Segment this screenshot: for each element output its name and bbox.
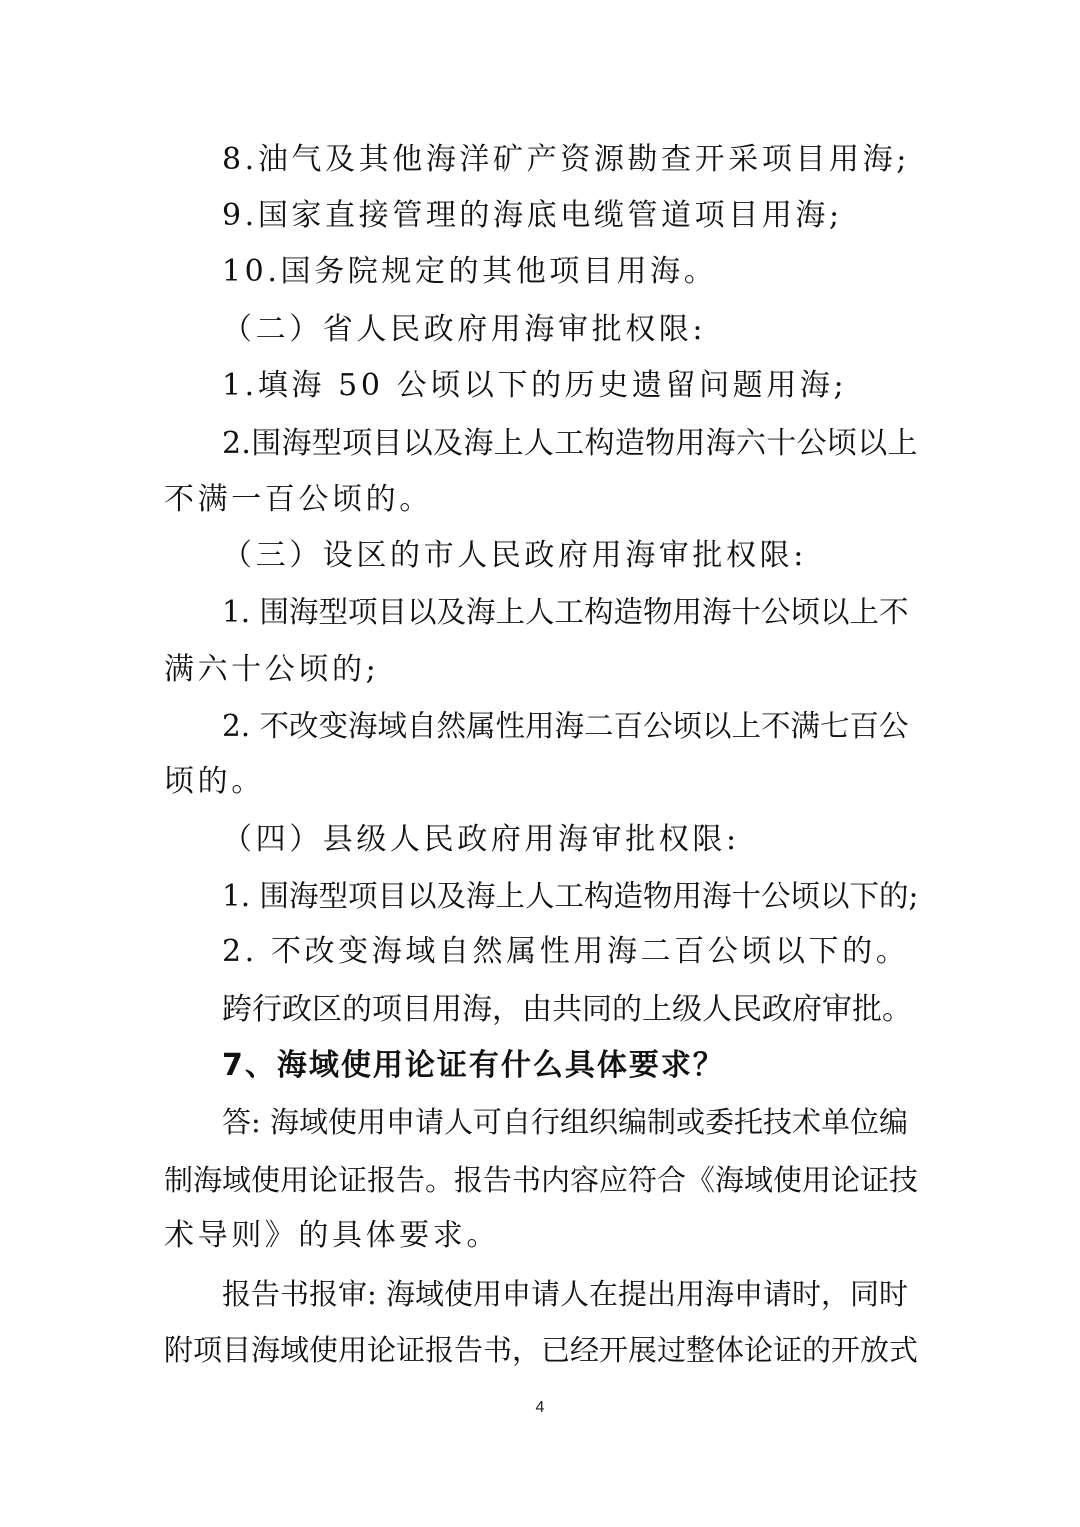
paragraph-line: 不满一百公顷的。 [164,482,433,517]
paragraph-line: 报告书报审: 海域使用申请人在提出用海申请时，同时 [222,1277,908,1311]
paragraph-line: 跨行政区的项目用海，由共同的上级人民政府审批。 [222,992,912,1027]
paragraph-line: 附项目海域使用论证报告书，已经开展过整体论证的开放式 [164,1333,919,1367]
paragraph-line: 制海域使用论证报告。报告书内容应符合《海域使用论证技 [164,1163,919,1197]
paragraph-line: 满六十公顷的; [164,652,380,687]
section-heading: （四）县级人民政府用海审批权限: [222,822,740,857]
question-heading: 7、海域使用论证有什么具体要求？ [222,1048,725,1083]
paragraph-line: 答: 海域使用申请人可自行组织编制或委托技术单位编 [222,1105,908,1139]
paragraph-line: 1.填海 50 公顷以下的历史遗留问题用海; [222,368,848,403]
paragraph-line: 顷的。 [164,764,265,799]
paragraph-line: 8.油气及其他海洋矿产资源勘查开采项目用海; [222,142,910,177]
paragraph-line: 1. 围海型项目以及海上人工构造物用海十公顷以下的; [222,879,919,913]
paragraph-line: 2.围海型项目以及海上人工构造物用海六十公顷以上 [222,426,918,461]
paragraph-line: 术导则》的具体要求。 [164,1218,500,1253]
paragraph-line: 9.国家直接管理的海底电缆管道项目用海; [222,198,843,233]
page-number: 4 [535,1399,545,1416]
paragraph-line: 1. 围海型项目以及海上人工构造物用海十公顷以上不 [222,595,909,629]
section-heading: （三）设区的市人民政府用海审批权限: [222,538,807,573]
paragraph-line: 10.国务院规定的其他项目用海。 [222,254,718,289]
paragraph-line: 2. 不改变海域自然属性用海二百公顷以下的。 [222,934,910,969]
section-heading: （二）省人民政府用海审批权限: [222,312,707,347]
paragraph-line: 2. 不改变海域自然属性用海二百公顷以上不满七百公 [222,709,909,743]
